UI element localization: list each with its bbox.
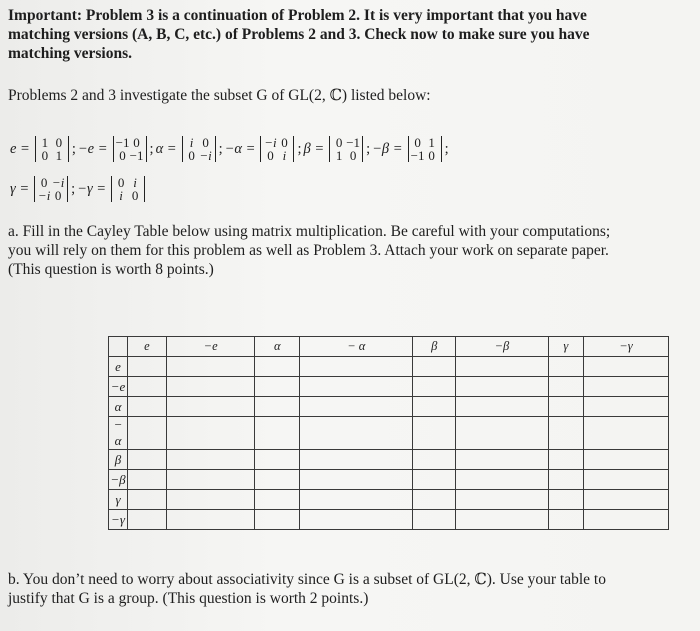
table-cell[interactable] [548, 417, 583, 450]
cayley-header-row [109, 337, 669, 357]
table-cell[interactable] [255, 470, 300, 490]
matrix-entry: −i [199, 148, 212, 163]
table-row [109, 450, 669, 470]
table-cell[interactable] [548, 510, 583, 530]
table-cell[interactable] [300, 397, 413, 417]
matrix-neg-beta [408, 136, 442, 162]
table-cell[interactable] [255, 510, 300, 530]
matrix-name: −β = [372, 140, 403, 157]
table-cell[interactable] [300, 417, 413, 450]
table-cell[interactable] [300, 450, 413, 470]
matrix-entry: i [133, 175, 137, 190]
table-cell[interactable] [166, 450, 255, 470]
table-row [109, 490, 669, 510]
table-corner-cell [109, 337, 128, 357]
matrix-name: γ = [10, 180, 30, 197]
table-cell[interactable] [255, 450, 300, 470]
table-cell[interactable] [300, 490, 413, 510]
matrix-entry: 0 [335, 135, 343, 150]
matrix-definitions-line-2: γ = 0 −i −i 0 ; −γ = 0 i i 0 [8, 176, 148, 202]
table-cell[interactable] [128, 450, 167, 470]
table-cell[interactable] [413, 417, 456, 450]
row-header: γ [109, 490, 128, 510]
matrix-entry: 0 [41, 148, 49, 163]
table-cell[interactable] [413, 397, 456, 417]
table-row [109, 377, 669, 397]
table-cell[interactable] [413, 377, 456, 397]
table-cell[interactable] [255, 357, 300, 377]
matrix-entry: 0 [40, 175, 48, 190]
table-row [109, 417, 669, 450]
matrix-entry: 1 [41, 135, 49, 150]
matrix-beta [329, 136, 363, 162]
matrix-entry: 1 [428, 135, 435, 150]
matrix-name: −γ = [77, 180, 107, 197]
table-cell[interactable] [128, 470, 167, 490]
table-cell[interactable] [583, 450, 668, 470]
table-cell[interactable] [166, 417, 255, 450]
important-line-3: matching versions. [8, 45, 132, 62]
table-cell[interactable] [456, 377, 549, 397]
row-header: α [109, 397, 128, 417]
table-cell[interactable] [166, 510, 255, 530]
table-cell[interactable] [413, 510, 456, 530]
table-cell[interactable] [456, 470, 549, 490]
intro-text: Problems 2 and 3 investigate the subset G of GL(2, ℂ) listed below: [8, 87, 431, 104]
row-header: −γ [109, 510, 128, 530]
matrix-neg-e [113, 136, 147, 162]
part-b-line-2: justify that G is a group. (This question is worth 2 points.) [8, 590, 369, 607]
table-cell[interactable] [583, 417, 668, 450]
table-cell[interactable] [255, 490, 300, 510]
table-cell[interactable] [548, 357, 583, 377]
matrix-entry: 0 [117, 175, 125, 190]
column-header: γ [548, 337, 583, 357]
matrix-entry: 0 [267, 148, 274, 163]
column-header: −β [456, 337, 549, 357]
row-header: −β [109, 470, 128, 490]
matrix-entry: i [189, 135, 194, 150]
matrix-entry: −i [264, 135, 277, 150]
table-cell[interactable] [583, 510, 668, 530]
matrix-entry: 0 [133, 135, 140, 150]
part-a-line-1: a. Fill in the Cayley Table below using matrix multiplication. Be careful with your computations; [8, 223, 611, 240]
matrix-entry: i [119, 188, 123, 203]
row-header: β [109, 450, 128, 470]
row-header: −e [109, 377, 128, 397]
table-cell[interactable] [300, 377, 413, 397]
column-header: −e [166, 337, 255, 357]
table-cell[interactable] [583, 377, 668, 397]
matrix-entry: 0 [188, 148, 195, 163]
table-cell[interactable] [456, 357, 549, 377]
table-cell[interactable] [255, 377, 300, 397]
table-cell[interactable] [128, 417, 167, 450]
table-cell[interactable] [413, 470, 456, 490]
table-cell[interactable] [128, 357, 167, 377]
cayley-table [108, 336, 669, 530]
table-cell[interactable] [583, 490, 668, 510]
matrix-entry: 0 [349, 148, 357, 163]
part-a-line-3: (This question is worth 8 points.) [8, 261, 214, 278]
table-cell[interactable] [583, 470, 668, 490]
matrix-e [35, 136, 69, 162]
matrix-entry: −1 [129, 148, 144, 163]
matrix-name: −e = [77, 140, 108, 157]
table-row [109, 510, 669, 530]
matrix-entry: i [282, 148, 287, 163]
matrix-definitions-line-1: e = 1 0 0 1 ; −e = −1 0 0 −1 ; α = i 0 0 −i ; −α = −i 0 0 i ; β = 0 −1 1 0 ; −β = 0 1 −1 0 ; [10, 135, 449, 163]
table-cell[interactable] [583, 357, 668, 377]
table-row [109, 397, 669, 417]
column-header: β [413, 337, 456, 357]
matrix-name: −α = [224, 140, 256, 157]
matrix-name: α = [155, 140, 177, 157]
matrix-name: e = [10, 140, 30, 157]
matrix-name: β = [303, 140, 325, 157]
table-cell[interactable] [583, 397, 668, 417]
matrix-entry: −1 [346, 135, 361, 150]
matrix-entry: 0 [414, 135, 421, 150]
table-row [109, 357, 669, 377]
table-cell[interactable] [166, 377, 255, 397]
part-b-line-1: b. You don’t need to worry about associativity since G is a subset of GL(2, ℂ). Use your table to [8, 571, 606, 588]
table-row [109, 470, 669, 490]
table-cell[interactable] [128, 397, 167, 417]
matrix-entry: −1 [410, 148, 425, 163]
table-cell[interactable] [456, 490, 549, 510]
important-line-2: matching versions (A, B, C, etc.) of Problems 2 and 3. Check now to make sure you have [8, 26, 590, 43]
table-cell[interactable] [300, 470, 413, 490]
table-cell[interactable] [413, 490, 456, 510]
table-cell[interactable] [128, 510, 167, 530]
table-cell[interactable] [548, 397, 583, 417]
matrix-alpha [182, 136, 216, 162]
table-cell[interactable] [548, 450, 583, 470]
table-cell[interactable] [300, 357, 413, 377]
matrix-entry: −i [37, 188, 51, 203]
table-cell[interactable] [548, 377, 583, 397]
matrix-entry: 1 [335, 148, 343, 163]
table-cell[interactable] [166, 470, 255, 490]
matrix-entry: −1 [115, 135, 130, 150]
table-cell[interactable] [166, 397, 255, 417]
matrix-neg-alpha [260, 136, 294, 162]
matrix-entry: 0 [131, 188, 139, 203]
matrix-entry: 0 [281, 135, 288, 150]
table-cell[interactable] [255, 417, 300, 450]
table-cell[interactable] [128, 377, 167, 397]
row-header: − α [109, 417, 128, 450]
column-header: α [255, 337, 300, 357]
column-header: e [128, 337, 167, 357]
table-cell[interactable] [300, 510, 413, 530]
table-cell[interactable] [456, 417, 549, 450]
table-cell[interactable] [255, 397, 300, 417]
table-cell[interactable] [166, 357, 255, 377]
table-cell[interactable] [456, 510, 549, 530]
part-a-line-2: you will rely on them for this problem as well as Problem 3. Attach your work on separate paper. [8, 242, 609, 259]
matrix-gamma [34, 176, 68, 202]
column-header: − α [300, 337, 413, 357]
important-line-1: Important: Problem 3 is a continuation of Problem 2. It is very important that you have [8, 7, 587, 24]
table-cell[interactable] [413, 357, 456, 377]
table-cell[interactable] [413, 450, 456, 470]
matrix-entry: −i [51, 175, 65, 190]
matrix-entry: 0 [428, 148, 435, 163]
matrix-entry: 0 [54, 188, 62, 203]
matrix-entry: 0 [55, 135, 63, 150]
table-cell[interactable] [456, 450, 549, 470]
matrix-entry: 1 [55, 148, 63, 163]
matrix-neg-gamma [111, 176, 145, 202]
table-cell[interactable] [548, 470, 583, 490]
table-cell[interactable] [166, 490, 255, 510]
matrix-entry: 0 [119, 148, 126, 163]
table-cell[interactable] [456, 397, 549, 417]
table-cell[interactable] [128, 490, 167, 510]
table-cell[interactable] [548, 490, 583, 510]
column-header: −γ [583, 337, 668, 357]
row-header: e [109, 357, 128, 377]
matrix-entry: 0 [202, 135, 209, 150]
